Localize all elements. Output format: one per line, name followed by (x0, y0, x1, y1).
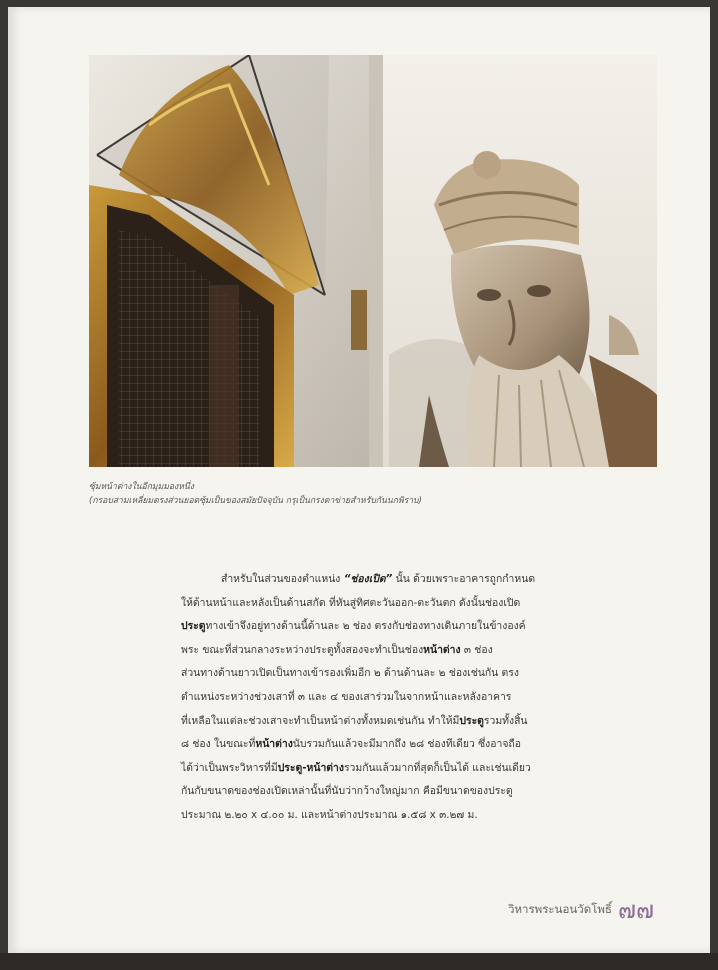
page-number: ๗๗ (617, 896, 655, 924)
body-line: กันกับขนาดของช่องเปิดเหล่านั้นที่นับว่ากว้างใหญ่มาก คือมีขนาดของประตู (181, 785, 513, 798)
body-line: ได้ว่าเป็นพระวิหารที่มีประตู-หน้าต่างรวมกันแล้วมากที่สุดก็เป็นได้ และเช่นเดียว (181, 761, 531, 774)
temple-photo (89, 55, 657, 467)
body-line: ส่วนทางด้านยาวเปิดเป็นทางเข้ารองเพิ่มอีก ๒ ด้านด้านละ ๒ ช่องเช่นกัน ตรง (181, 667, 519, 680)
page-footer (508, 898, 654, 922)
running-title: วิหารพระนอนวัดโพธิ์ (508, 902, 612, 916)
body-line: ประตูทางเข้าจึงอยู่ทางด้านนี้ด้านละ ๒ ช่อง ตรงกับช่องทางเดินภายในข้างองค์ (181, 620, 526, 633)
body-line: ตำแหน่งระหว่างช่วงเสาที่ ๓ และ ๔ ของเสาร่วมในจากหน้าและหลังอาคาร (181, 690, 512, 703)
body-line: สำหรับในส่วนของตำแหน่ง “ช่องเปิด” นั้น ด้วยเพราะอาคารถูกกำหนด (221, 573, 536, 585)
caption-note: (กรอบสามเหลี่ยมตรงส่วนยอดซุ้มเป็นของสมัยปัจจุบัน กรุเป็นกรงตาข่ายสำหรับกันนกพิราบ) (89, 496, 422, 506)
photo-caption (89, 480, 649, 508)
body-line: พระ ขณะที่ส่วนกลางระหว่างประตูทั้งสองจะทำเป็นช่องหน้าต่าง ๓ ช่อง (181, 643, 493, 656)
body-line: ที่เหลือในแต่ละช่วงเสาจะทำเป็นหน้าต่างทั้งหมดเช่นกัน ทำให้มีประตูรวมทั้งสิ้น (181, 714, 528, 727)
scan-edge (0, 953, 718, 970)
body-line: ให้ด้านหน้าและหลังเป็นด้านสกัด ที่หันสู่ทิศตะวันออก-ตะวันตก ดังนั้นช่องเปิด (181, 596, 521, 609)
body-line: ๘ ช่อง ในขณะที่หน้าต่างนับรวมกันแล้วจะมีมากถึง ๒๘ ช่องทีเดียว ซึ่งอาจถือ (181, 738, 521, 751)
body-line: ประมาณ ๒.๒๐ x ๔.๐๐ ม. และหน้าต่างประมาณ ๑.๕๘ x ๓.๒๗ ม. (181, 808, 478, 821)
body-paragraph (181, 568, 559, 828)
caption-title: ซุ้มหน้าต่างในอีกมุมมองหนึ่ง (89, 482, 194, 492)
